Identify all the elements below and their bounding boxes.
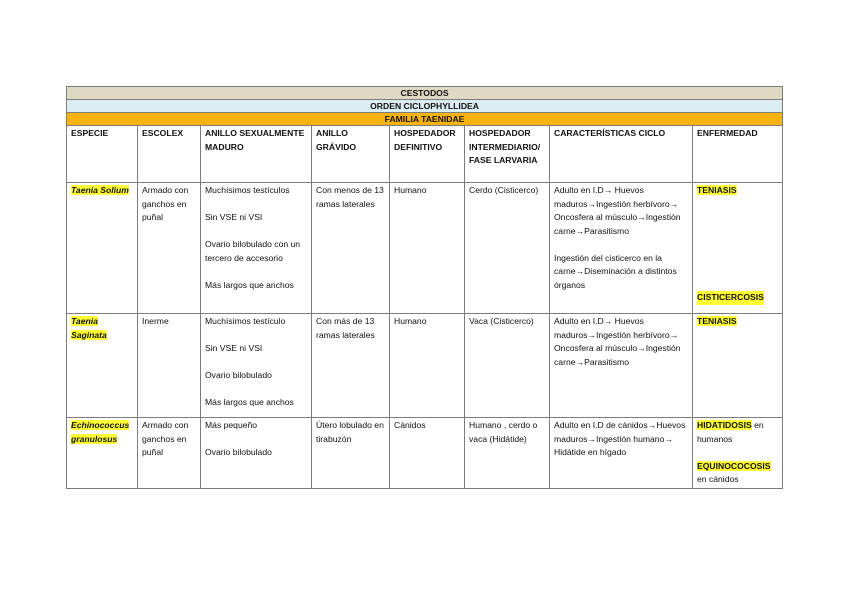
- species-name: Taenia Solium: [71, 185, 129, 195]
- table-row: [67, 314, 783, 418]
- species-cell: [67, 183, 138, 314]
- species-cell: [67, 418, 138, 489]
- escolex-cell: Armado con ganchos en puñal: [138, 183, 201, 314]
- ciclo-line: Adulto en I.D→ Huevos maduros→Ingestión herbívoro→ Oncosfera al músculo→Ingestión carne→Parasitismo: [554, 316, 681, 367]
- ciclo-line: Ingestión del cisticerco en la carne→Diseminación a distintos órganos: [554, 252, 677, 290]
- definitivo-cell: Humano: [390, 183, 465, 314]
- definitivo-cell: Humano: [390, 314, 465, 418]
- family-band: FAMILIA TAENIDAE: [67, 113, 783, 126]
- disease-note: en cánidos: [697, 474, 739, 484]
- table-row: [67, 418, 783, 489]
- maduro-line: Sin VSE ni VSI: [205, 343, 263, 353]
- maduro-line: Más pequeño: [205, 420, 258, 430]
- species-cell: [67, 314, 138, 418]
- ciclo-cell: [550, 183, 693, 314]
- maduro-line: Más largos que anchos: [205, 279, 294, 290]
- header-anillo-gravido: ANILLO GRÁVIDO: [312, 126, 390, 183]
- maduro-line: Muchísimos testículos: [205, 185, 290, 195]
- disease-label: EQUINOCOCOSIS: [697, 460, 771, 471]
- header-escolex: ESCOLEX: [138, 126, 201, 183]
- header-enfermedad: ENFERMEDAD: [693, 126, 783, 183]
- order-band: ORDEN CICLOPHYLLIDEA: [67, 100, 783, 113]
- header-caracteristicas-ciclo: CARACTERÍSTICAS CICLO: [550, 126, 693, 183]
- disease-note: en humanos: [697, 420, 764, 444]
- anillo-maduro-cell: [201, 314, 312, 418]
- disease-label: HIDATIDOSIS: [697, 420, 752, 430]
- ciclo-cell: [550, 314, 693, 418]
- maduro-line: Ovario bilobulado con un tercero de accesorio: [205, 239, 301, 263]
- header-anillo-maduro: ANILLO SEXUALMENTE MADURO: [201, 126, 312, 183]
- disease-label: TENIASIS: [697, 316, 737, 326]
- species-name: Taenia Saginata: [71, 316, 107, 340]
- species-name: Echinococcus granulosus: [71, 420, 130, 444]
- anillo-maduro-cell: [201, 183, 312, 314]
- anillo-gravido-cell: Con más de 13 ramas laterales: [312, 314, 390, 418]
- anillo-gravido-cell: Con menos de 13 ramas laterales: [312, 183, 390, 314]
- cestodos-table: [66, 86, 783, 489]
- disease-label: CISTICERCOSIS: [697, 291, 764, 305]
- definitivo-cell: Cánidos: [390, 418, 465, 489]
- escolex-cell: Armado con ganchos en puñal: [138, 418, 201, 489]
- enfermedad-cell: [693, 314, 783, 418]
- intermediario-cell: Vaca (Cisticerco): [465, 314, 550, 418]
- intermediario-cell: Humano , cerdo o vaca (Hidátide): [465, 418, 550, 489]
- maduro-line: Muchísimos testículo: [205, 316, 286, 326]
- maduro-line: Más largos que anchos: [205, 397, 294, 407]
- enfermedad-cell: [693, 183, 783, 314]
- header-especie: ESPECIE: [67, 126, 138, 183]
- table-title: CESTODOS: [67, 87, 783, 100]
- anillo-maduro-cell: [201, 418, 312, 489]
- disease-label: TENIASIS: [697, 185, 737, 195]
- maduro-line: Ovario bilobulado: [205, 447, 272, 457]
- maduro-line: Sin VSE ni VSI: [205, 212, 263, 222]
- escolex-cell: Inerme: [138, 314, 201, 418]
- intermediario-cell: Cerdo (Cisticerco): [465, 183, 550, 314]
- maduro-line: Ovario bilobulado: [205, 370, 272, 380]
- ciclo-cell: [550, 418, 693, 489]
- header-hospedador-definitivo: HOSPEDADOR DEFINITIVO: [390, 126, 465, 183]
- ciclo-line: Adulto en I.D de cánidos→Huevos maduros→Ingestión humano→ Hidátide en hígado: [554, 420, 686, 457]
- anillo-gravido-cell: Útero lobulado en tirabuzón: [312, 418, 390, 489]
- table-row: [67, 183, 783, 314]
- ciclo-line: Adulto en I.D→ Huevos maduros→Ingestión herbívoro→ Oncosfera al músculo→Ingestión carne→Parasitismo: [554, 185, 681, 236]
- enfermedad-cell: [693, 418, 783, 489]
- header-row: [67, 126, 783, 183]
- header-hospedador-intermediario: HOSPEDADOR INTERMEDIARIO/FASE LARVARIA: [465, 126, 550, 183]
